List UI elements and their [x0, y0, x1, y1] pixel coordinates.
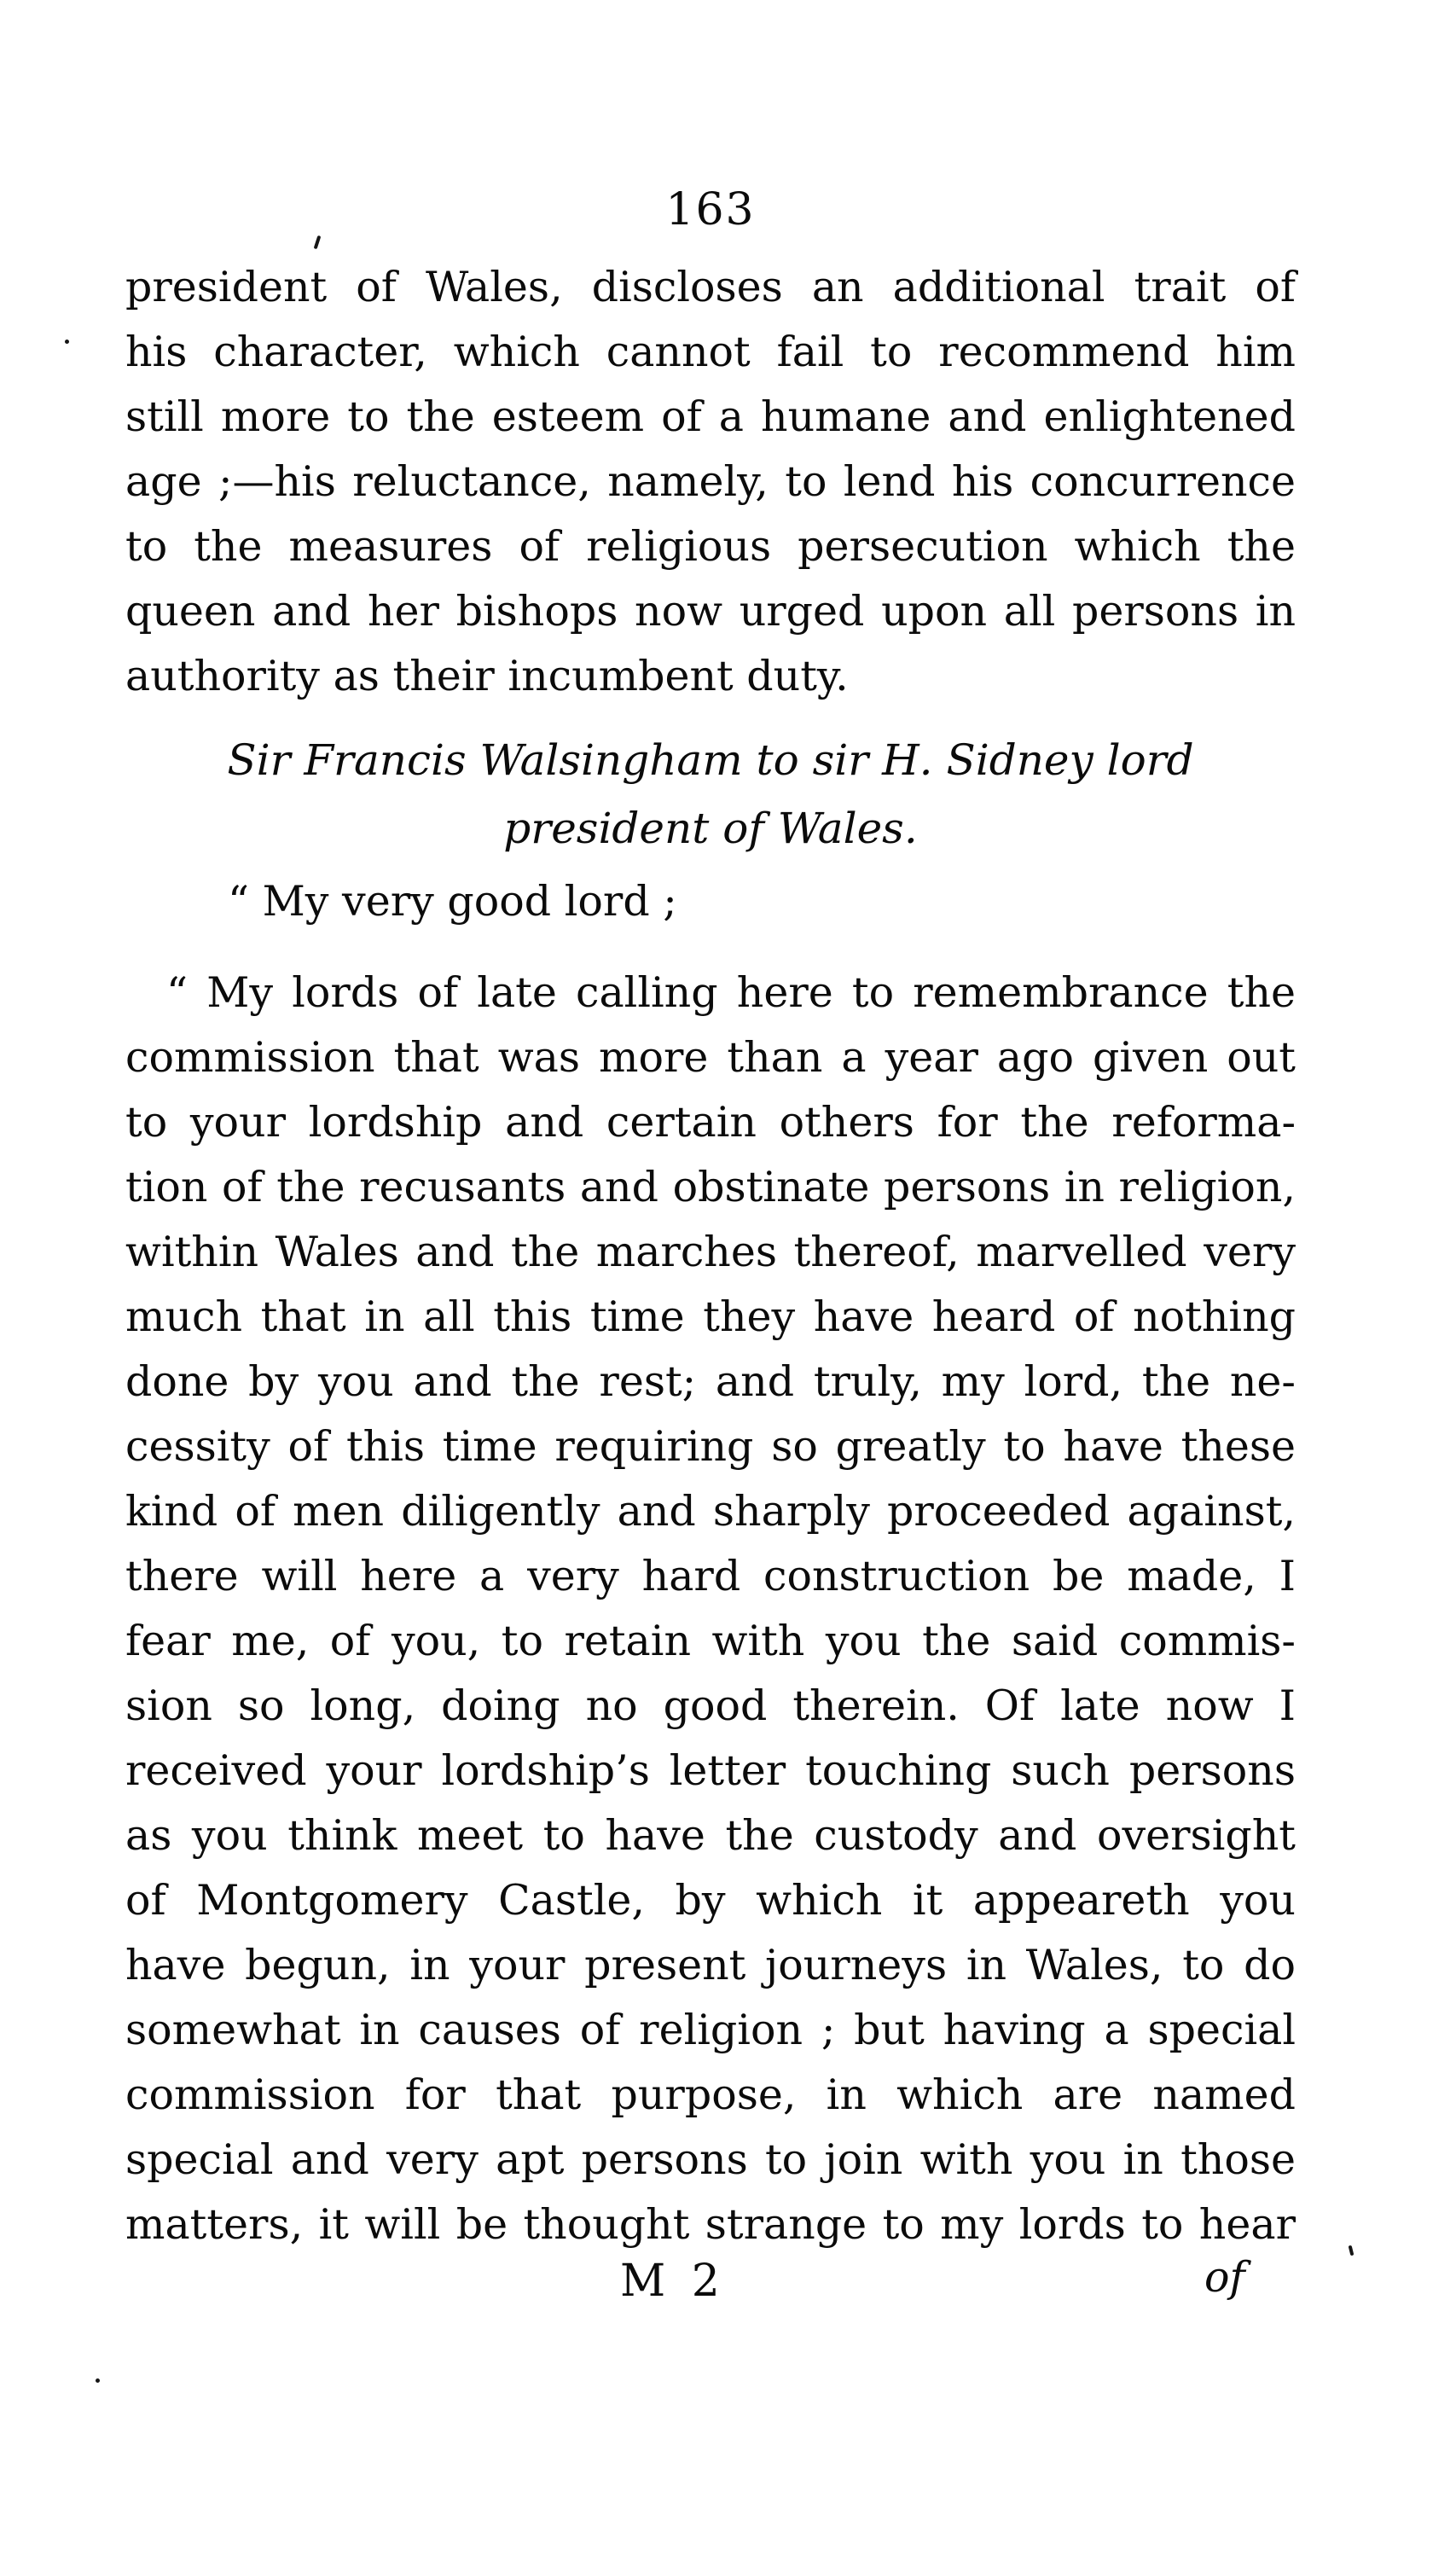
signature-mark: M 2	[620, 2256, 720, 2307]
text-line: within Wales and the marches thereof, marvelled very	[125, 1228, 1296, 1276]
letter-heading	[125, 726, 1296, 862]
text-line: have begun, in your present journeys in Wales, to do	[125, 1941, 1296, 1989]
text-line: there will here a very hard construction be made, I	[125, 1552, 1296, 1600]
text-line: still more to the esteem of a humane and enlightened	[125, 392, 1296, 441]
ink-speck	[1349, 2245, 1354, 2256]
ink-speck	[96, 2378, 100, 2383]
text-line: matters, it will be thought strange to my lords to hear	[125, 2200, 1296, 2249]
opening-paragraph	[125, 255, 1296, 709]
salutation-block	[125, 869, 1296, 934]
text-line: much that in all this time they have heard of nothing	[125, 1292, 1296, 1341]
letter-heading-line: president of Wales.	[503, 804, 918, 853]
text-line: commission for that purpose, in which are named	[125, 2070, 1296, 2119]
text-line: tion of the recusants and obstinate persons in religion,	[125, 1163, 1296, 1211]
letter-heading-line: Sir Francis Walsingham to sir H. Sidney lord	[227, 735, 1194, 785]
ink-speck	[65, 340, 69, 344]
text-line: received your lordship’s letter touching such persons	[125, 1746, 1296, 1795]
text-line: to the measures of religious persecution which the	[125, 522, 1296, 571]
text-line: sion so long, doing no good therein. Of late now I	[125, 1681, 1296, 1730]
page-number: 163	[665, 184, 756, 235]
text-line: kind of men diligently and sharply proceeded against,	[125, 1487, 1296, 1536]
text-line: done by you and the rest; and truly, my lord, the ne-	[125, 1357, 1296, 1406]
text-line: “ My lords of late calling here to remembrance the	[166, 968, 1296, 1017]
text-line: queen and her bishops now urged upon all persons in	[125, 587, 1296, 636]
text-line: cessity of this time requiring so greatly to have these	[125, 1422, 1296, 1471]
text-line: authority as their incumbent duty.	[125, 652, 849, 700]
ink-speck	[314, 235, 322, 249]
text-line: special and very apt persons to join with you in those	[125, 2135, 1296, 2184]
text-line: fear me, of you, to retain with you the said commis-	[125, 1617, 1296, 1665]
text-line: of Montgomery Castle, by which it appeareth you	[125, 1876, 1296, 1925]
text-line: age ;—his reluctance, namely, to lend his concurrence	[125, 457, 1296, 506]
text-line: somewhat in causes of religion ; but having a special	[125, 2006, 1296, 2054]
catchword: of	[1204, 2253, 1245, 2302]
text-line: president of Wales, discloses an additional trait of	[125, 263, 1296, 311]
text-line: his character, which cannot fail to recommend him	[125, 328, 1296, 376]
text-line: commission that was more than a year ago given out	[125, 1033, 1296, 1082]
text-line: to your lordship and certain others for the reforma-	[125, 1098, 1296, 1147]
text-line: as you think meet to have the custody and oversight	[125, 1811, 1296, 1860]
letter-body	[125, 961, 1296, 2257]
salutation: “ My very good lord ;	[228, 877, 677, 926]
